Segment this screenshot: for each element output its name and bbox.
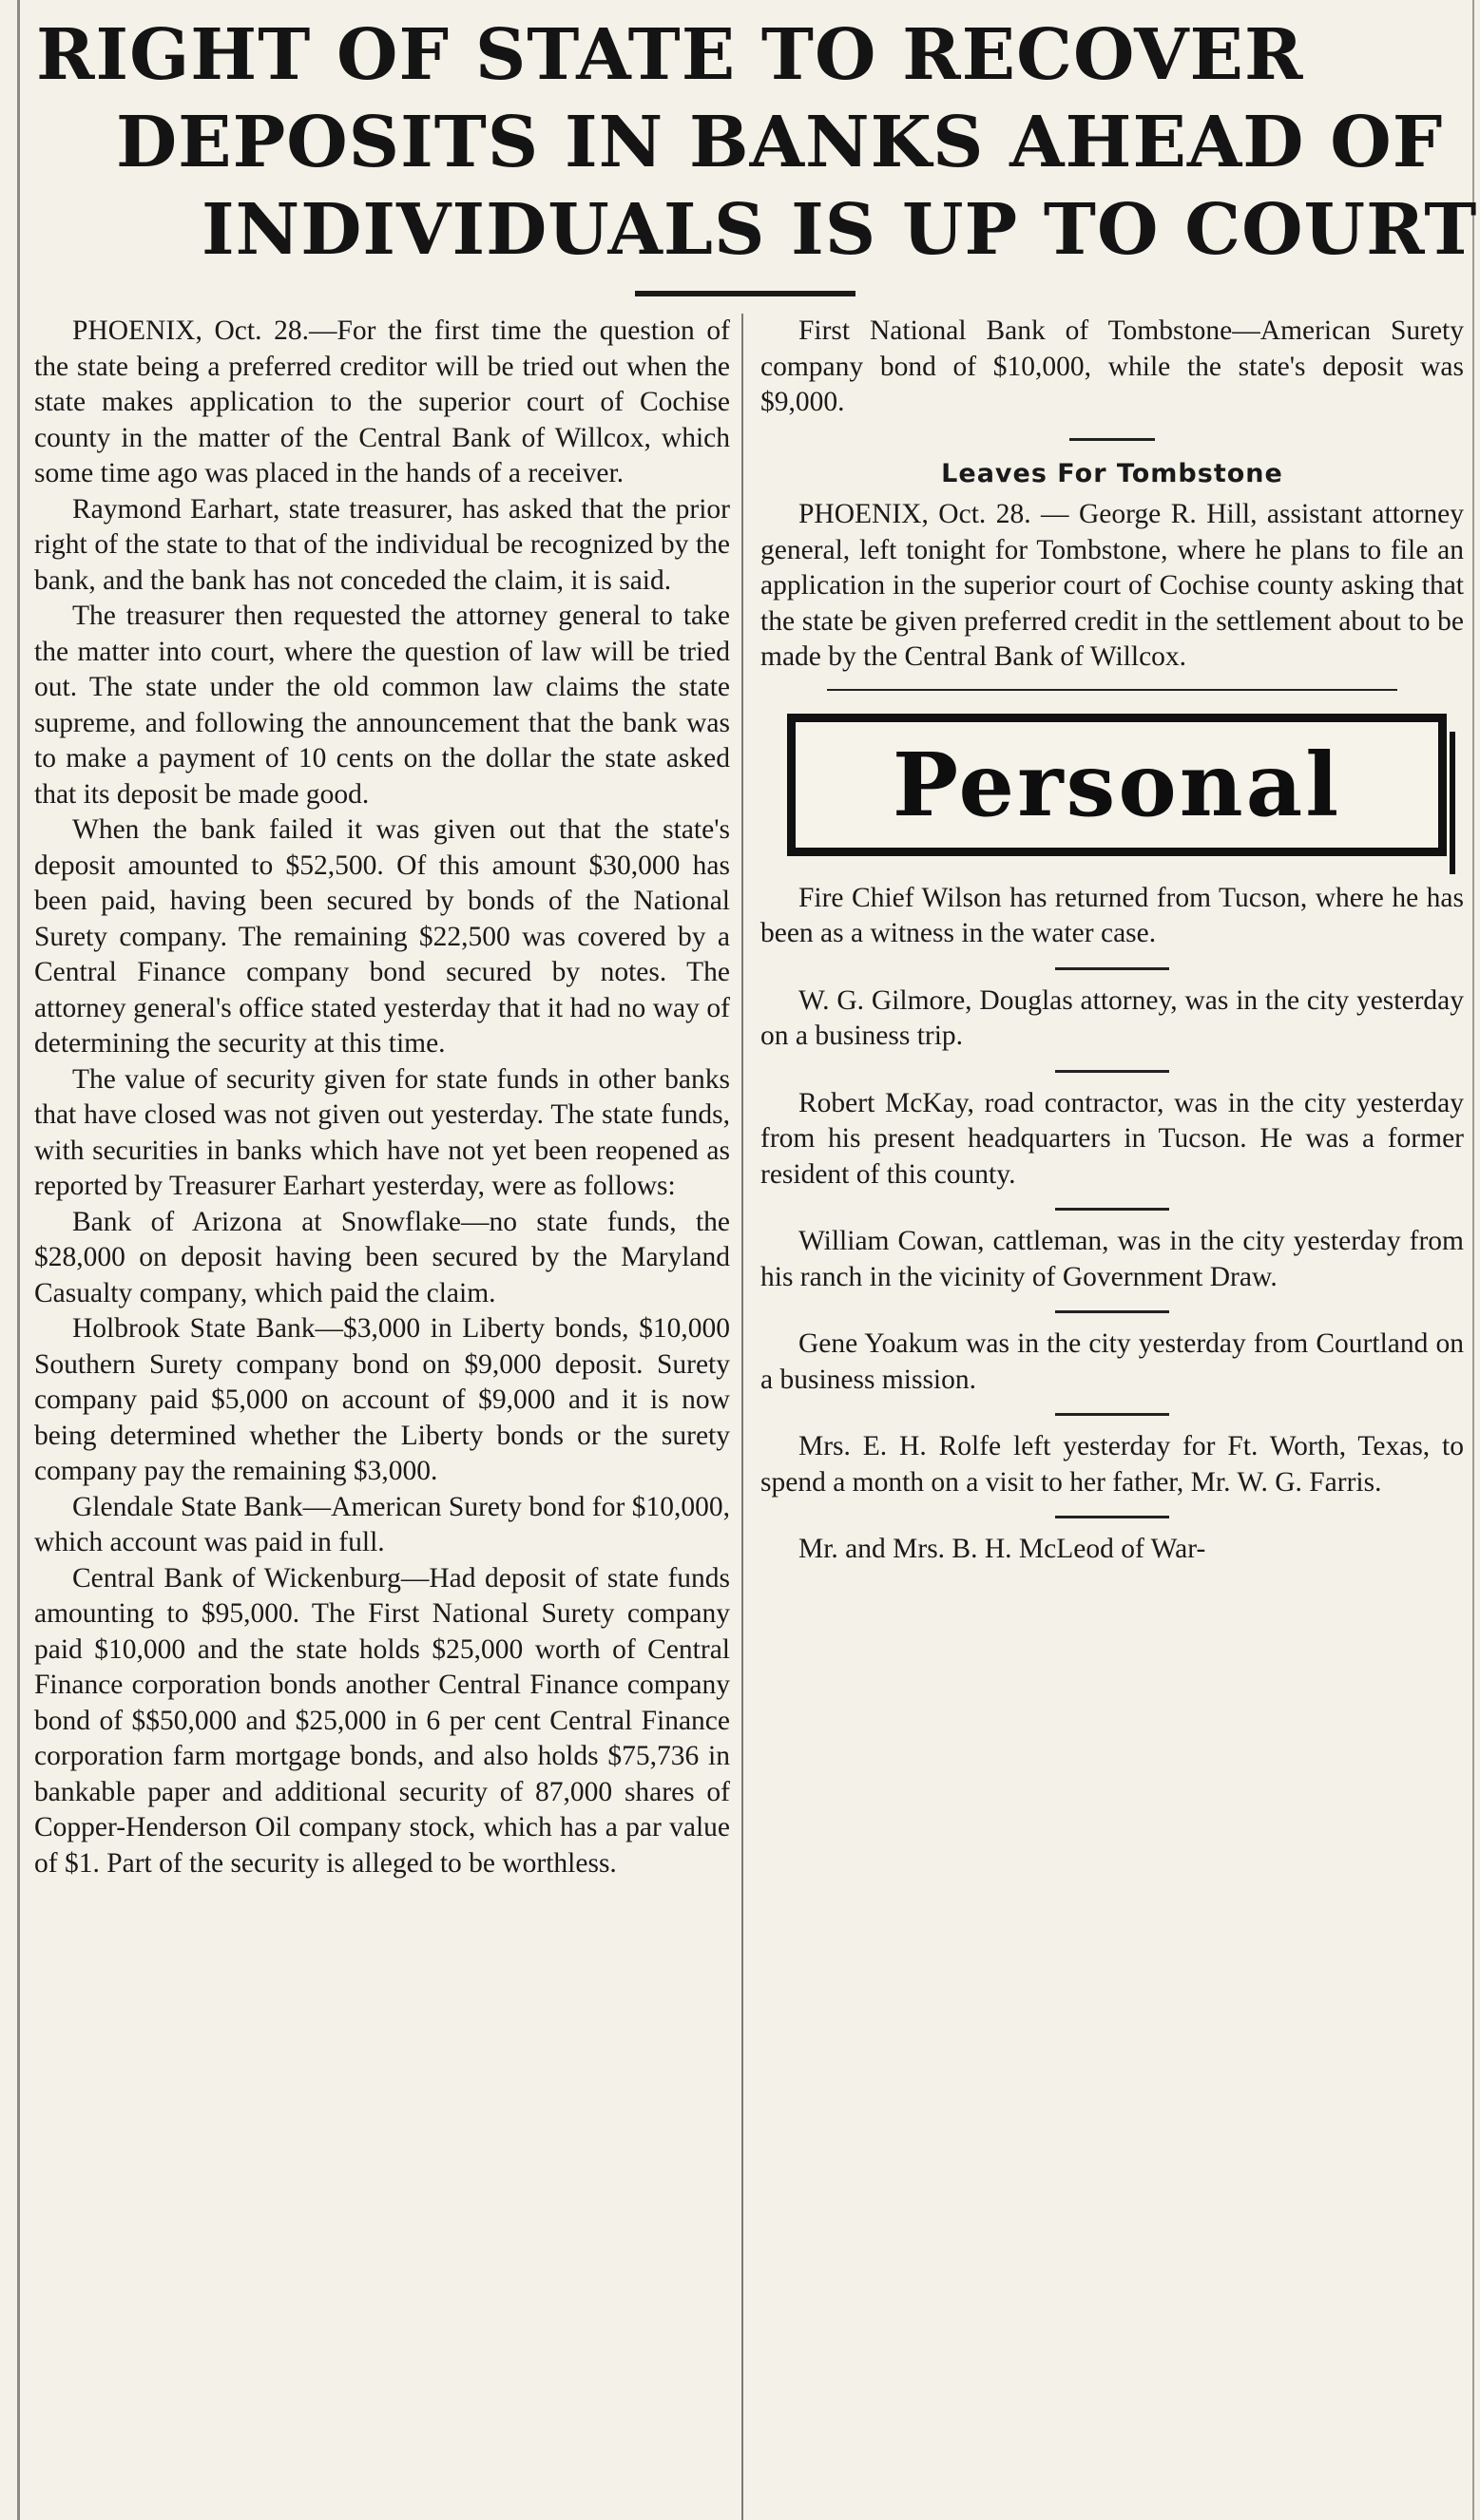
headline-line-3: INDIVIDUALS IS UP TO COURT xyxy=(202,189,1478,271)
personal-item: William Cowan, cattleman, was in the city yesterday from his ranch in the vicinity of Government Draw. xyxy=(760,1226,1464,1292)
personal-item: W. G. Gilmore, Douglas attorney, was in the city yesterday on a business trip. xyxy=(760,984,1464,1051)
article-paragraph: When the bank failed it was given out that the state's deposit amounted to $52,500. Of this amount $30,000 has been paid, having been secured by bonds of the National Surety company. The remaining $22,500 was covered by a Central Finance company bond secured by notes. The attorney general's office stated yesterday that it had no way of determining the security at this time. xyxy=(34,814,730,1059)
personal-banner xyxy=(787,714,1447,856)
personal-item: Mr. and Mrs. B. H. McLeod of War- xyxy=(798,1534,1206,1564)
headline-line-1: RIGHT OF STATE TO RECOVER xyxy=(36,14,1304,96)
item-rule xyxy=(1055,1310,1169,1313)
article-paragraph: PHOENIX, Oct. 28.—For the first time the question of the state being a preferred creditor will be tried out when the state makes application to the superior court of Cochise county in the matter of the Central Bank of Willcox, which some time ago was placed in the hands of a receiver. xyxy=(34,315,730,488)
article-paragraph: Holbrook State Bank—$3,000 in Liberty bonds, $10,000 Southern Surety company bond on $9,000 deposit. Surety company paid $5,000 on account of $9,000 and it is now being determined whether the Liberty bonds or the surety company pay the remaining $3,000. xyxy=(34,1313,730,1486)
article-paragraph: Central Bank of Wickenburg—Had deposit of state funds amounting to $95,000. The First National Surety company paid $10,000 and the state holds $25,000 worth of Central Finance corporation bonds another Central Finance company bond of $$50,000 and $25,000 in 6 per cent Central Finance corporation farm mortgage bonds, and also holds $75,736 in bankable paper and additional security of 87,000 shares of Copper-Henderson Oil company stock, which has a par value of $1. Part of the security is alleged to be worthless. xyxy=(34,1562,730,1879)
article-paragraph: The treasurer then requested the attorney general to take the matter into court, where the question of law will be tried out. The state under the old common law claims the state supreme, and following the announcement that the bank was to make a payment of 10 cents on the dollar the state asked that its deposit be made good. xyxy=(34,601,730,810)
item-rule xyxy=(1055,967,1169,970)
article-paragraph: The value of security given for state funds in other banks that have closed was not given out yesterday. The state funds, with securities in banks which have not yet been reopened as reported by Treasurer Earhart yesterday, were as follows: xyxy=(34,1063,730,1201)
headline xyxy=(30,11,1478,274)
article-paragraph: Raymond Earhart, state treasurer, has asked that the prior right of the state to that of the individual be recognized by the bank, and the bank has not conceded the claim, it is said. xyxy=(34,493,730,596)
article-column-right xyxy=(760,314,1464,1568)
headline-rule xyxy=(635,291,855,296)
personal-item: Mrs. E. H. Rolfe left yesterday for Ft. Worth, Texas, to spend a month on a visit to her father, Mr. W. G. Farris. xyxy=(760,1431,1464,1498)
article-paragraph: First National Bank of Tombstone—American Surety company bond of $10,000, while the state's deposit was $9,000. xyxy=(760,315,1464,417)
left-border-rule xyxy=(17,0,20,2520)
item-rule xyxy=(1055,1070,1169,1073)
section-rule xyxy=(1069,438,1155,441)
right-border-rule xyxy=(1472,0,1474,2520)
personal-item: Fire Chief Wilson has returned from Tucson, where he has been as a witness in the water case. xyxy=(760,882,1464,948)
item-rule xyxy=(1055,1413,1169,1416)
item-rule xyxy=(1055,1516,1169,1518)
personal-item: Gene Yoakum was in the city yesterday from Courtland on a business mission. xyxy=(760,1328,1464,1395)
column-divider xyxy=(741,314,743,2520)
tombstone-paragraph: PHOENIX, Oct. 28. — George R. Hill, assistant attorney general, left tonight for Tombstone, where he plans to file an application in the superior court of Cochise county asking that the state be given preferred credit in the settlement about to be made by the Central Bank of Willcox. xyxy=(760,499,1464,672)
item-rule xyxy=(1055,1208,1169,1211)
article-column-left xyxy=(34,314,730,1881)
tombstone-subhead: Leaves For Tombstone xyxy=(941,458,1283,488)
headline-line-2: DEPOSITS IN BANKS AHEAD OF xyxy=(116,102,1444,183)
personal-item: Robert McKay, road contractor, was in the city yesterday from his present headquarters in Tucson. He was a former resident of this county. xyxy=(760,1087,1464,1190)
section-rule xyxy=(827,689,1397,691)
article-paragraph: Bank of Arizona at Snowflake—no state funds, the $28,000 on deposit having been secured by the Maryland Casualty company, which paid the claim. xyxy=(34,1206,730,1308)
article-paragraph: Glendale State Bank—American Surety bond for $10,000, which account was paid in full. xyxy=(34,1491,730,1557)
personal-title: Personal xyxy=(892,733,1342,836)
